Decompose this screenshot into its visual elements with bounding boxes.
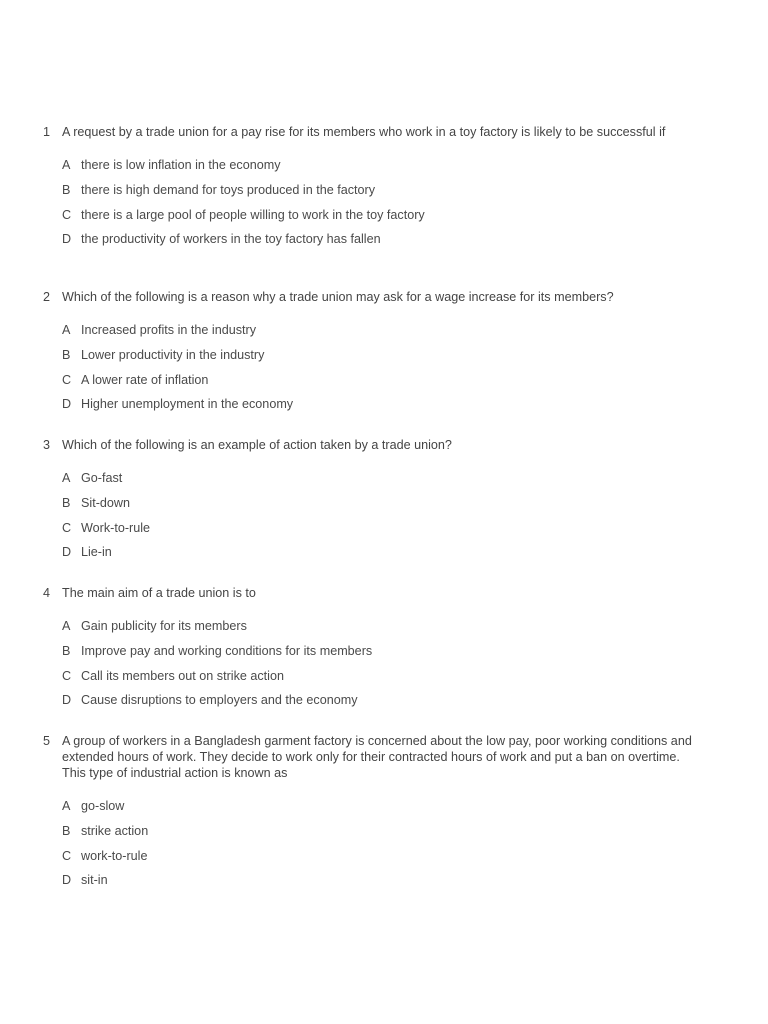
option-a bbox=[62, 470, 700, 486]
question-stem bbox=[40, 289, 700, 305]
option-text: Sit-down bbox=[81, 495, 130, 510]
option-text: Cause disruptions to employers and the economy bbox=[81, 693, 358, 708]
question-stem bbox=[40, 437, 700, 453]
question-5 bbox=[40, 733, 700, 897]
option-letter: D bbox=[62, 873, 72, 888]
option-c bbox=[62, 520, 700, 536]
question-1 bbox=[40, 124, 700, 256]
option-d bbox=[62, 692, 700, 708]
option-text: there is a large pool of people willing to work in the toy factory bbox=[81, 207, 425, 222]
options-list bbox=[40, 157, 700, 247]
option-letter: A bbox=[62, 323, 71, 337]
option-d bbox=[62, 231, 700, 247]
option-letter: C bbox=[62, 207, 72, 222]
option-letter: C bbox=[62, 668, 72, 683]
option-letter: B bbox=[62, 643, 71, 658]
question-number: 1 bbox=[43, 125, 51, 139]
option-b bbox=[62, 182, 700, 198]
option-a bbox=[62, 157, 700, 173]
question-stem bbox=[40, 124, 700, 140]
option-a bbox=[62, 322, 700, 338]
question-4 bbox=[40, 585, 700, 717]
option-text: Work-to-rule bbox=[81, 520, 151, 535]
option-c bbox=[62, 848, 700, 864]
question-3 bbox=[40, 437, 700, 569]
option-c bbox=[62, 668, 700, 684]
question-text: The main aim of a trade union is to bbox=[62, 586, 256, 600]
option-letter: B bbox=[62, 823, 71, 838]
option-text: the productivity of workers in the toy factory has fallen bbox=[81, 232, 381, 247]
question-stem bbox=[40, 733, 700, 781]
question-2 bbox=[40, 289, 700, 421]
option-letter: D bbox=[62, 232, 72, 247]
option-letter: A bbox=[62, 619, 71, 633]
option-text: Lie-in bbox=[81, 545, 112, 560]
option-text: there is low inflation in the economy bbox=[81, 158, 281, 172]
option-d bbox=[62, 544, 700, 560]
option-letter: D bbox=[62, 693, 72, 708]
option-text: Higher unemployment in the economy bbox=[81, 397, 294, 412]
question-text: Which of the following is a reason why a trade union may ask for a wage increase for its members? bbox=[62, 290, 614, 304]
question-number: 3 bbox=[43, 438, 51, 452]
option-letter: D bbox=[62, 545, 72, 560]
option-text: strike action bbox=[81, 823, 149, 838]
option-letter: C bbox=[62, 372, 72, 387]
options-list bbox=[40, 322, 700, 412]
option-b bbox=[62, 643, 700, 659]
option-text: Increased profits in the industry bbox=[81, 323, 257, 337]
option-letter: A bbox=[62, 799, 71, 813]
question-number: 5 bbox=[43, 734, 51, 748]
option-b bbox=[62, 347, 700, 363]
option-c bbox=[62, 207, 700, 223]
option-letter: D bbox=[62, 397, 72, 412]
option-b bbox=[62, 823, 700, 839]
option-text: A lower rate of inflation bbox=[81, 372, 209, 387]
option-text: work-to-rule bbox=[81, 848, 148, 863]
option-letter: B bbox=[62, 347, 71, 362]
option-text: sit-in bbox=[81, 873, 108, 888]
option-a bbox=[62, 618, 700, 634]
option-letter: B bbox=[62, 495, 71, 510]
option-letter: C bbox=[62, 848, 72, 863]
question-number: 2 bbox=[43, 290, 51, 304]
option-text: Improve pay and working conditions for its members bbox=[81, 643, 373, 658]
option-b bbox=[62, 495, 700, 511]
option-a bbox=[62, 798, 700, 814]
option-letter: B bbox=[62, 182, 71, 197]
option-letter: A bbox=[62, 471, 71, 485]
question-number: 4 bbox=[43, 586, 51, 600]
option-c bbox=[62, 372, 700, 388]
option-text: Go-fast bbox=[81, 471, 123, 485]
option-d bbox=[62, 872, 700, 888]
question-stem bbox=[40, 585, 700, 601]
question-text: A group of workers in a Bangladesh garment factory is concerned about the low pay, poor working conditions and extended hours of work. They decide to work only for their contracted hours of work and put a ban on overtime. This type of industrial action is known as bbox=[62, 734, 692, 780]
option-letter: A bbox=[62, 158, 71, 172]
option-letter: C bbox=[62, 520, 72, 535]
option-text: Lower productivity in the industry bbox=[81, 347, 265, 362]
options-list bbox=[40, 470, 700, 560]
option-text: Call its members out on strike action bbox=[81, 668, 284, 683]
option-text: there is high demand for toys produced in the factory bbox=[81, 182, 376, 197]
option-text: Gain publicity for its members bbox=[81, 619, 247, 633]
question-text: Which of the following is an example of action taken by a trade union? bbox=[62, 438, 452, 452]
option-text: go-slow bbox=[81, 799, 125, 813]
options-list bbox=[40, 618, 700, 708]
question-text: A request by a trade union for a pay rise for its members who work in a toy factory is likely to be successful if bbox=[62, 125, 666, 139]
option-d bbox=[62, 396, 700, 412]
options-list bbox=[40, 798, 700, 888]
